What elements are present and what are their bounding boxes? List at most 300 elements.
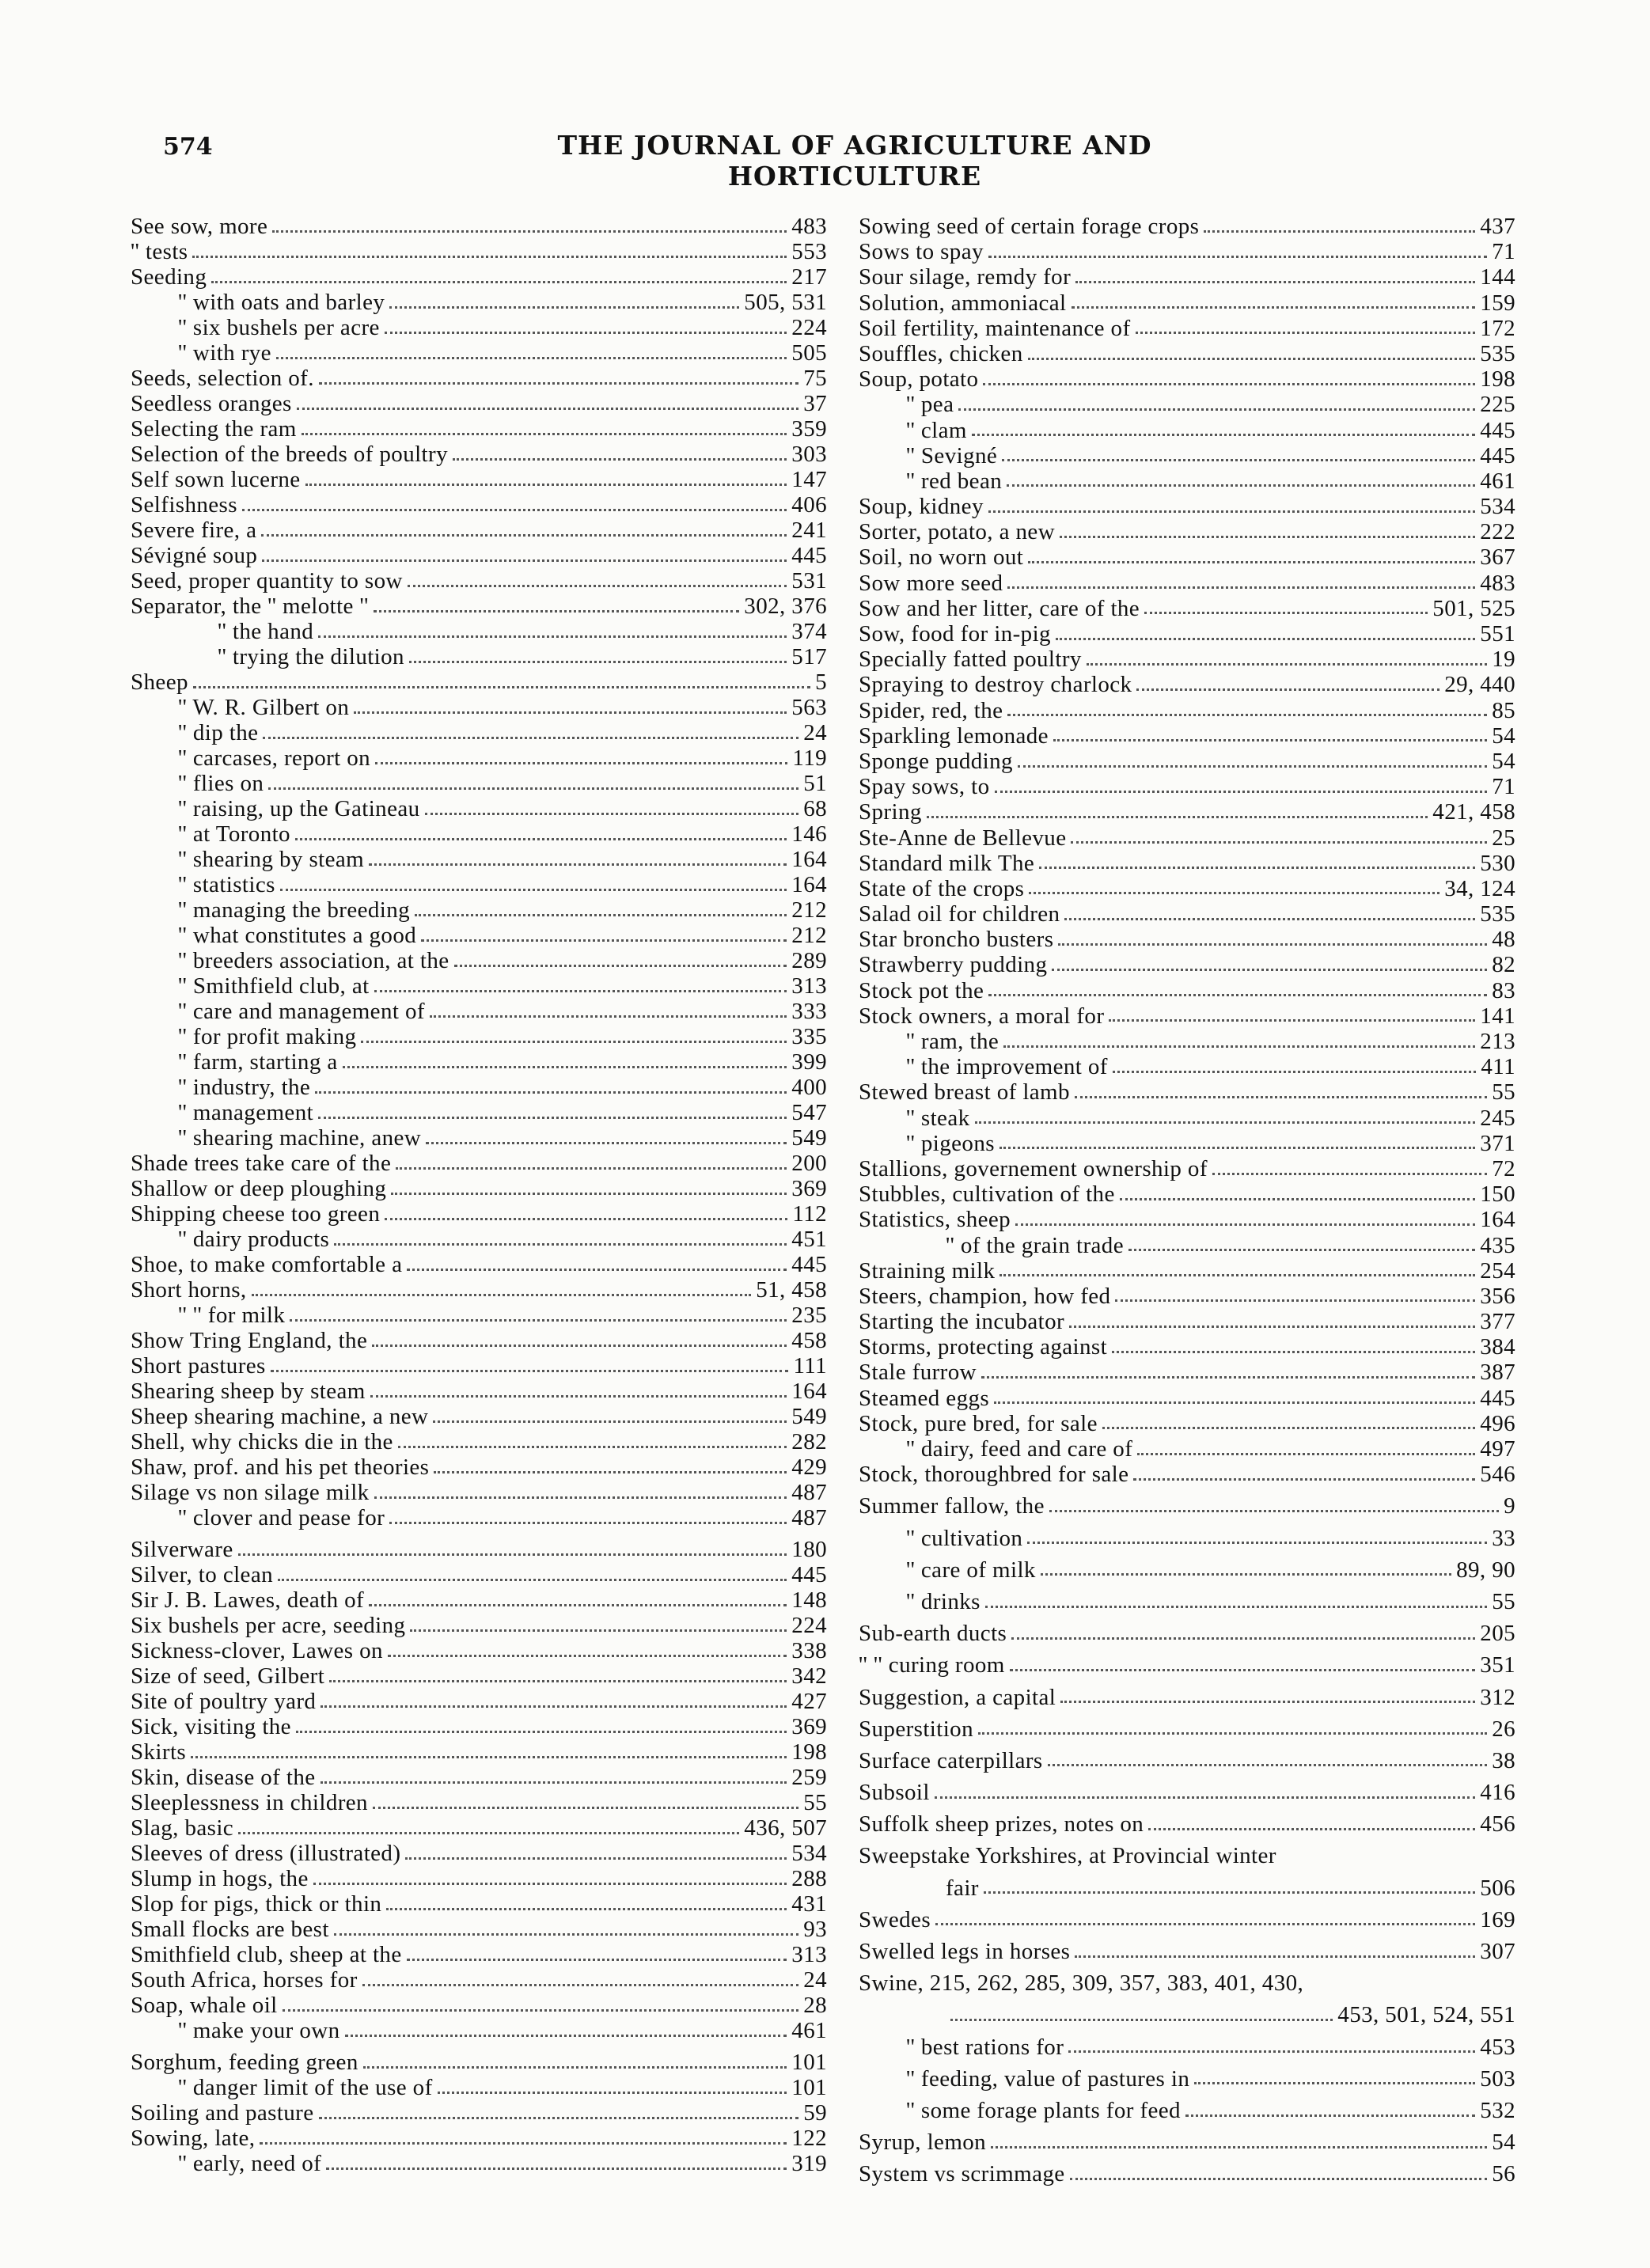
index-entry-text: Suffolk sheep prizes, notes on (859, 1811, 1144, 1838)
index-entry (131, 1125, 827, 1151)
index-entry-text: Slag, basic (131, 1815, 234, 1841)
index-entry (859, 1685, 1515, 1710)
index-entry (859, 1652, 1515, 1678)
index-entry (131, 720, 827, 745)
index-entry-text: South Africa, horses for (131, 1967, 358, 1993)
index-entry-page: 429 (791, 1454, 827, 1480)
index-entry-page: 307 (1480, 1939, 1515, 1964)
leader-dots (972, 434, 1475, 436)
index-entry (131, 492, 827, 518)
index-entry-page: 34, 124 (1444, 875, 1515, 901)
index-entry-page: 374 (791, 619, 827, 644)
index-entry-text: Shallow or deep ploughing (131, 1176, 387, 1201)
leader-dots (242, 509, 787, 511)
index-entry-page: 505 (791, 340, 827, 366)
index-entry-text: Ste-Anne de Bellevue (859, 825, 1067, 851)
index-entry-page: 48 (1492, 927, 1515, 953)
index-entry-text: Steamed eggs (859, 1385, 990, 1411)
index-entry-text: State of the crops (859, 875, 1025, 901)
index-entry-text: Storms, protecting against (859, 1334, 1108, 1360)
index-entry (131, 1841, 827, 1866)
index-entry (859, 978, 1515, 1003)
index-entry-text: '' dip the (178, 720, 259, 745)
index-entry (131, 1663, 827, 1689)
index-entry-text: Superstition (859, 1716, 973, 1742)
index-entry-text: '' for profit making (178, 1024, 357, 1049)
index-entry-page: 146 (791, 821, 827, 847)
leader-dots (398, 1446, 787, 1448)
index-entry-text: Site of poultry yard (131, 1689, 317, 1714)
leader-dots (193, 686, 810, 688)
index-entry-text: See sow, more (131, 214, 268, 239)
index-entry-page: 245 (1480, 1105, 1515, 1131)
index-entry (131, 366, 827, 391)
leader-dots (362, 1984, 799, 1986)
index-entry-text: Statistics, sheep (859, 1207, 1011, 1233)
index-entry-text: Star broncho busters (859, 927, 1054, 953)
index-entry-text: Sparkling lemonade (859, 722, 1049, 749)
index-entry (131, 973, 827, 999)
leader-dots (995, 791, 1488, 793)
index-entry (859, 1589, 1515, 1614)
leader-dots (396, 1167, 787, 1170)
index-entry (859, 1360, 1515, 1385)
index-entry-text: Self sown lucerne (131, 467, 301, 492)
index-entry-text: Small flocks are best (131, 1917, 329, 1942)
index-entry-page: 24 (803, 1967, 827, 1993)
index-entry (859, 2161, 1515, 2186)
index-entry-page: 19 (1492, 647, 1515, 673)
index-entry-page: 546 (1480, 1462, 1515, 1488)
index-entry-page: 225 (1480, 392, 1515, 418)
index-entry-text: '' carcases, report on (178, 745, 371, 771)
index-entry-text: Suggestion, a capital (859, 1684, 1056, 1710)
index-entry-text: '' tests (131, 239, 188, 264)
leader-dots (369, 863, 787, 866)
index-entry-page: 453 (1480, 2034, 1515, 2060)
index-entry (859, 1386, 1515, 1411)
index-entry-text: Straining milk (859, 1257, 996, 1284)
index-entry-page: 445 (791, 543, 827, 568)
index-entry-page: 351 (1480, 1652, 1515, 1678)
index-entry-page: 241 (791, 518, 827, 543)
index-entry-page: 435 (1480, 1232, 1515, 1258)
index-entry-text: Shaw, prof. and his pet theories (131, 1454, 430, 1480)
index-entry-page: 535 (1480, 340, 1515, 366)
index-entry-text: fair (946, 1875, 979, 1901)
leader-dots (315, 1091, 787, 1094)
index-entry (131, 1993, 827, 2018)
index-entry (131, 1480, 827, 1505)
index-entry-text: Strawberry pudding (859, 952, 1048, 978)
index-entry (859, 1131, 1515, 1156)
index-entry-page: 212 (791, 897, 827, 923)
index-entry-page: 150 (1480, 1181, 1515, 1208)
index-entry (859, 1716, 1515, 1742)
index-entry (131, 1024, 827, 1049)
leader-dots (434, 1471, 787, 1473)
index-entry-text: Sheep shearing machine, a new (131, 1404, 429, 1429)
index-entry-page: 335 (791, 1024, 827, 1049)
leader-dots (290, 1319, 787, 1322)
index-entry-text: Sub-earth ducts (859, 1621, 1007, 1647)
leader-dots (1007, 714, 1487, 716)
index-entry-page: 445 (791, 1562, 827, 1587)
index-entry-text: Separator, the '' melotte '' (131, 594, 369, 619)
leader-dots (192, 256, 787, 258)
index-entry (859, 2066, 1515, 2092)
index-entry-page: 25 (1492, 825, 1515, 851)
leader-dots (334, 1933, 798, 1936)
leader-dots (991, 2146, 1487, 2149)
index-entry-page: 24 (803, 720, 827, 745)
index-entry (859, 621, 1515, 647)
index-entry-text: '' shearing by steam (178, 847, 365, 872)
index-entry-page: 547 (791, 1100, 827, 1125)
index-entry-page: 461 (1480, 468, 1515, 494)
index-entry (131, 1353, 827, 1379)
index-entry (859, 214, 1515, 239)
index-entry-text: '' at Toronto (178, 821, 290, 847)
index-entry (859, 2002, 1515, 2027)
index-entry (131, 442, 827, 467)
index-entry-text: '' dairy products (178, 1227, 330, 1252)
index-entry (859, 1156, 1515, 1181)
index-entry-page: 289 (791, 948, 827, 973)
leader-dots (319, 2117, 799, 2119)
index-entry (859, 1411, 1515, 1436)
index-entry-page: 111 (793, 1353, 827, 1379)
index-entry-page: 367 (1480, 544, 1515, 571)
index-entry (131, 1891, 827, 1917)
index-entry-text: Specially fatted poultry (859, 647, 1082, 673)
index-entry-text: '' management (178, 1100, 314, 1125)
leader-dots (354, 711, 787, 714)
leader-dots (978, 1732, 1487, 1735)
index-entry (859, 774, 1515, 799)
index-entry-text: Sow more seed (859, 570, 1003, 596)
index-entry-text: '' breeders association, at the (178, 948, 449, 973)
index-entry-page: 427 (791, 1689, 827, 1714)
index-entry-page: 535 (1480, 901, 1515, 927)
index-entry (859, 799, 1515, 825)
index-entry (859, 468, 1515, 494)
leader-dots (1087, 663, 1487, 666)
leader-dots (385, 1218, 787, 1220)
index-entry (131, 518, 827, 543)
index-entry-page: 549 (791, 1404, 827, 1429)
index-entry-text: Smithfield club, sheep at the (131, 1942, 402, 1967)
index-entry-page: 59 (803, 2100, 827, 2126)
index-entry-text: '' cultivation (906, 1525, 1023, 1551)
leader-dots (935, 1796, 1475, 1799)
leader-dots (935, 1923, 1475, 1925)
leader-dots (211, 281, 787, 283)
index-entry (131, 1252, 827, 1277)
index-entry-page: 505, 531 (744, 290, 827, 315)
leader-dots (1007, 484, 1475, 487)
index-entry-page: 200 (791, 1151, 827, 1176)
leader-dots (1136, 688, 1439, 691)
index-entry-text: Sévigné soup (131, 543, 258, 568)
index-entry-page: 112 (792, 1201, 827, 1227)
index-entry-page: 147 (791, 467, 827, 492)
index-entry (131, 340, 827, 366)
index-entry-text: Sick, visiting the (131, 1714, 291, 1739)
index-entry-page: 530 (1480, 850, 1515, 876)
index-entry-page: 85 (1492, 697, 1515, 723)
index-entry (131, 1587, 827, 1613)
index-entry-text: '' farm, starting a (178, 1049, 338, 1075)
index-entry-text: Short horns, (131, 1277, 247, 1303)
index-entry-page: 235 (791, 1303, 827, 1328)
index-entry-text: '' make your own (178, 2018, 340, 2043)
index-entry-page: 319 (791, 2151, 827, 2176)
leader-dots (426, 1142, 787, 1144)
leader-dots (326, 2167, 787, 2170)
leader-dots (999, 1147, 1475, 1149)
index-entry-text: Silage vs non silage milk (131, 1480, 370, 1505)
index-entry-text: '' early, need of (178, 2151, 322, 2176)
leader-dots (295, 838, 787, 840)
leader-dots (302, 433, 787, 435)
index-entry-text: Salad oil for children (859, 901, 1060, 927)
leader-dots (1109, 1019, 1475, 1022)
index-entry-text: Stewed breast of lamb (859, 1079, 1070, 1106)
index-entry (859, 1780, 1515, 1805)
index-entry-text: '' the hand (218, 619, 314, 644)
leader-dots (1212, 1173, 1487, 1175)
index-entry-page: 56 (1492, 2161, 1515, 2187)
index-entry-page: 458 (791, 1328, 827, 1353)
index-entry (859, 901, 1515, 927)
index-entry-page: 172 (1480, 315, 1515, 341)
leader-dots (372, 1344, 787, 1347)
leader-dots (1069, 1326, 1475, 1328)
index-entry-text: '' Sevigné (906, 442, 998, 468)
leader-dots (297, 408, 798, 410)
index-entry-page: 28 (803, 1993, 827, 2018)
index-entry (859, 519, 1515, 544)
leader-dots (271, 1370, 789, 1372)
index-entry-text: Subsoil (859, 1780, 930, 1806)
index-entry-text: Standard milk The (859, 850, 1035, 876)
index-entry (859, 1106, 1515, 1131)
index-entry (131, 1429, 827, 1454)
index-entry-text: '' steak (906, 1105, 970, 1131)
index-entry-page: 356 (1480, 1283, 1515, 1309)
leader-dots (958, 408, 1475, 411)
leader-dots (361, 1041, 787, 1043)
index-entry-text: Sorghum, feeding green (131, 2050, 358, 2075)
index-entry-page: 517 (791, 644, 827, 669)
index-entry-page: 169 (1480, 1906, 1515, 1932)
index-entry-page: 445 (1480, 1385, 1515, 1411)
index-entry (131, 1739, 827, 1765)
index-entry (859, 1493, 1515, 1519)
index-entry-page: 342 (791, 1663, 827, 1689)
index-entry-page: 302, 376 (744, 594, 827, 619)
index-entry (859, 392, 1515, 417)
index-entry-text: '' trying the dilution (218, 644, 404, 669)
leader-dots (1072, 306, 1476, 309)
leader-dots (1056, 638, 1475, 640)
leader-dots (334, 1243, 787, 1246)
index-entry-page: 75 (803, 366, 827, 391)
index-entry-page: 551 (1480, 621, 1515, 647)
index-entry-text: '' statistics (178, 872, 275, 897)
index-entry-page: 496 (1480, 1410, 1515, 1436)
leader-dots (999, 1274, 1475, 1276)
leader-dots (1015, 1223, 1475, 1226)
index-entry-text: Silver, to clean (131, 1562, 273, 1587)
index-entry-text: Swedes (859, 1906, 931, 1932)
index-entry-page: 377 (1480, 1309, 1515, 1335)
index-entry (131, 1815, 827, 1841)
index-entry-text: '' what constitutes a good (178, 923, 417, 948)
index-entry (131, 897, 827, 923)
leader-dots (988, 510, 1475, 513)
index-entry-text: Slop for pigs, thick or thin (131, 1891, 382, 1917)
index-entry-page: 26 (1492, 1716, 1515, 1742)
index-entry (859, 1181, 1515, 1207)
index-entry (859, 1284, 1515, 1309)
index-entry-page: 406 (791, 492, 827, 518)
index-entry (131, 1505, 827, 1530)
index-entry-page: 9 (1504, 1493, 1515, 1519)
index-entry (131, 1100, 827, 1125)
index-entry (131, 1379, 827, 1404)
index-entry (859, 418, 1515, 443)
index-entry-text: '' of the grain trade (946, 1232, 1124, 1258)
index-entry-page: 437 (1480, 214, 1515, 239)
index-entry-page: 198 (1480, 366, 1515, 393)
running-title: THE JOURNAL OF AGRICULTURE AND HORTICULTURE (557, 130, 1152, 192)
index-entry-text: '' best rations for (906, 2034, 1064, 2060)
leader-dots (260, 2142, 787, 2145)
index-entry (131, 1562, 827, 1587)
index-entry-page: 68 (803, 796, 827, 821)
leader-dots (1102, 1427, 1475, 1429)
index-entry-page: 55 (803, 1790, 827, 1815)
index-entry-page: 456 (1480, 1811, 1515, 1838)
leader-dots (238, 1832, 739, 1834)
index-entry-page: 71 (1492, 774, 1515, 800)
index-entry-text: Seed, proper quantity to sow (131, 568, 403, 594)
index-entry-page: 534 (791, 1841, 827, 1866)
index-entry-text: '' dairy, feed and care of (906, 1436, 1133, 1462)
index-entry (131, 1689, 827, 1714)
leader-dots (280, 889, 787, 891)
index-entry (131, 1303, 827, 1328)
leader-dots (988, 256, 1487, 258)
index-entry (131, 2050, 827, 2075)
leader-dots (305, 484, 787, 486)
index-entry-page: 222 (1480, 519, 1515, 545)
index-entry-page: 164 (791, 1379, 827, 1404)
index-entry-text: '' drinks (906, 1588, 981, 1614)
index-entry (131, 923, 827, 948)
leader-dots (374, 610, 740, 613)
index-entry-text: Sow, food for in-pig (859, 621, 1051, 647)
index-entry (131, 416, 827, 442)
index-entry-page: 55 (1492, 1588, 1515, 1614)
index-entry-text: Summer fallow, the (859, 1493, 1045, 1519)
index-entry-page: 205 (1480, 1621, 1515, 1647)
index-entry-text: Soil, no worn out (859, 544, 1024, 571)
leader-dots (369, 1604, 787, 1606)
index-entry-page: 148 (791, 1587, 827, 1613)
index-entry (859, 571, 1515, 596)
index-entry-text: Shearing sheep by steam (131, 1379, 366, 1404)
index-entry-page: 259 (791, 1765, 827, 1790)
index-entry-text: '' with oats and barley (178, 290, 385, 315)
index-entry (131, 1967, 827, 1993)
index-entry (131, 1917, 827, 1942)
index-entry-text: Sickness-clover, Lawes on (131, 1638, 383, 1663)
index-entry (859, 1843, 1515, 1868)
index-entry-page: 254 (1480, 1257, 1515, 1284)
leader-dots (238, 1553, 787, 1556)
index-entry-text: Sow and her litter, care of the (859, 595, 1140, 621)
index-entry-page: 37 (803, 391, 827, 416)
index-entry-text: System vs scrimmage (859, 2161, 1065, 2187)
index-entry-text: Stallions, governement ownership of (859, 1155, 1208, 1181)
index-entry-text: Stale furrow (859, 1360, 977, 1386)
index-entry-text: Swine, 215, 262, 285, 309, 357, 383, 401, 430, (859, 1970, 1304, 1997)
leader-dots (1075, 281, 1475, 283)
leader-dots (388, 1655, 787, 1657)
index-entry-text: '' '' for milk (178, 1303, 286, 1328)
index-entry (131, 1227, 827, 1252)
index-entry (131, 1277, 827, 1303)
index-entry-page: 224 (791, 1613, 827, 1638)
leader-dots (985, 1606, 1487, 1608)
index-entry (859, 316, 1515, 341)
index-entry-text: Severe fire, a (131, 518, 257, 543)
index-entry-text: Souffles, chicken (859, 340, 1023, 366)
index-entry (131, 872, 827, 897)
index-entry-text: '' Smithfield club, at (178, 973, 370, 999)
index-entry-text: '' danger limit of the use of (178, 2075, 433, 2100)
index-entry (131, 1613, 827, 1638)
leader-dots (386, 1908, 787, 1910)
index-entry-text: Sowing seed of certain forage crops (859, 214, 1200, 239)
index-entry-page: 497 (1480, 1436, 1515, 1462)
index-entry-page: 217 (791, 264, 827, 290)
index-entry-text: Sir J. B. Lawes, death of (131, 1587, 365, 1613)
index-entry-page: 51 (803, 771, 827, 796)
index-entry (131, 1537, 827, 1562)
leader-dots (191, 1756, 787, 1758)
index-entry (859, 952, 1515, 977)
leader-dots (375, 762, 787, 764)
index-entry (131, 264, 827, 290)
leader-dots (1060, 536, 1475, 538)
leader-dots (1128, 1249, 1475, 1251)
index-entry-page: 313 (791, 1942, 827, 1967)
index-entry-text: Silverware (131, 1537, 233, 1562)
index-entry-text: Shipping cheese too green (131, 1201, 381, 1227)
index-entry-page: 288 (791, 1866, 827, 1891)
leader-dots (319, 382, 798, 385)
index-entry-text: '' flies on (178, 771, 264, 796)
index-entry-page: 445 (1480, 442, 1515, 468)
leader-dots (1027, 1542, 1487, 1544)
leader-dots (374, 1496, 787, 1499)
index-entry-text: Starting the incubator (859, 1309, 1065, 1335)
index-entry-page: 54 (1492, 2130, 1515, 2156)
